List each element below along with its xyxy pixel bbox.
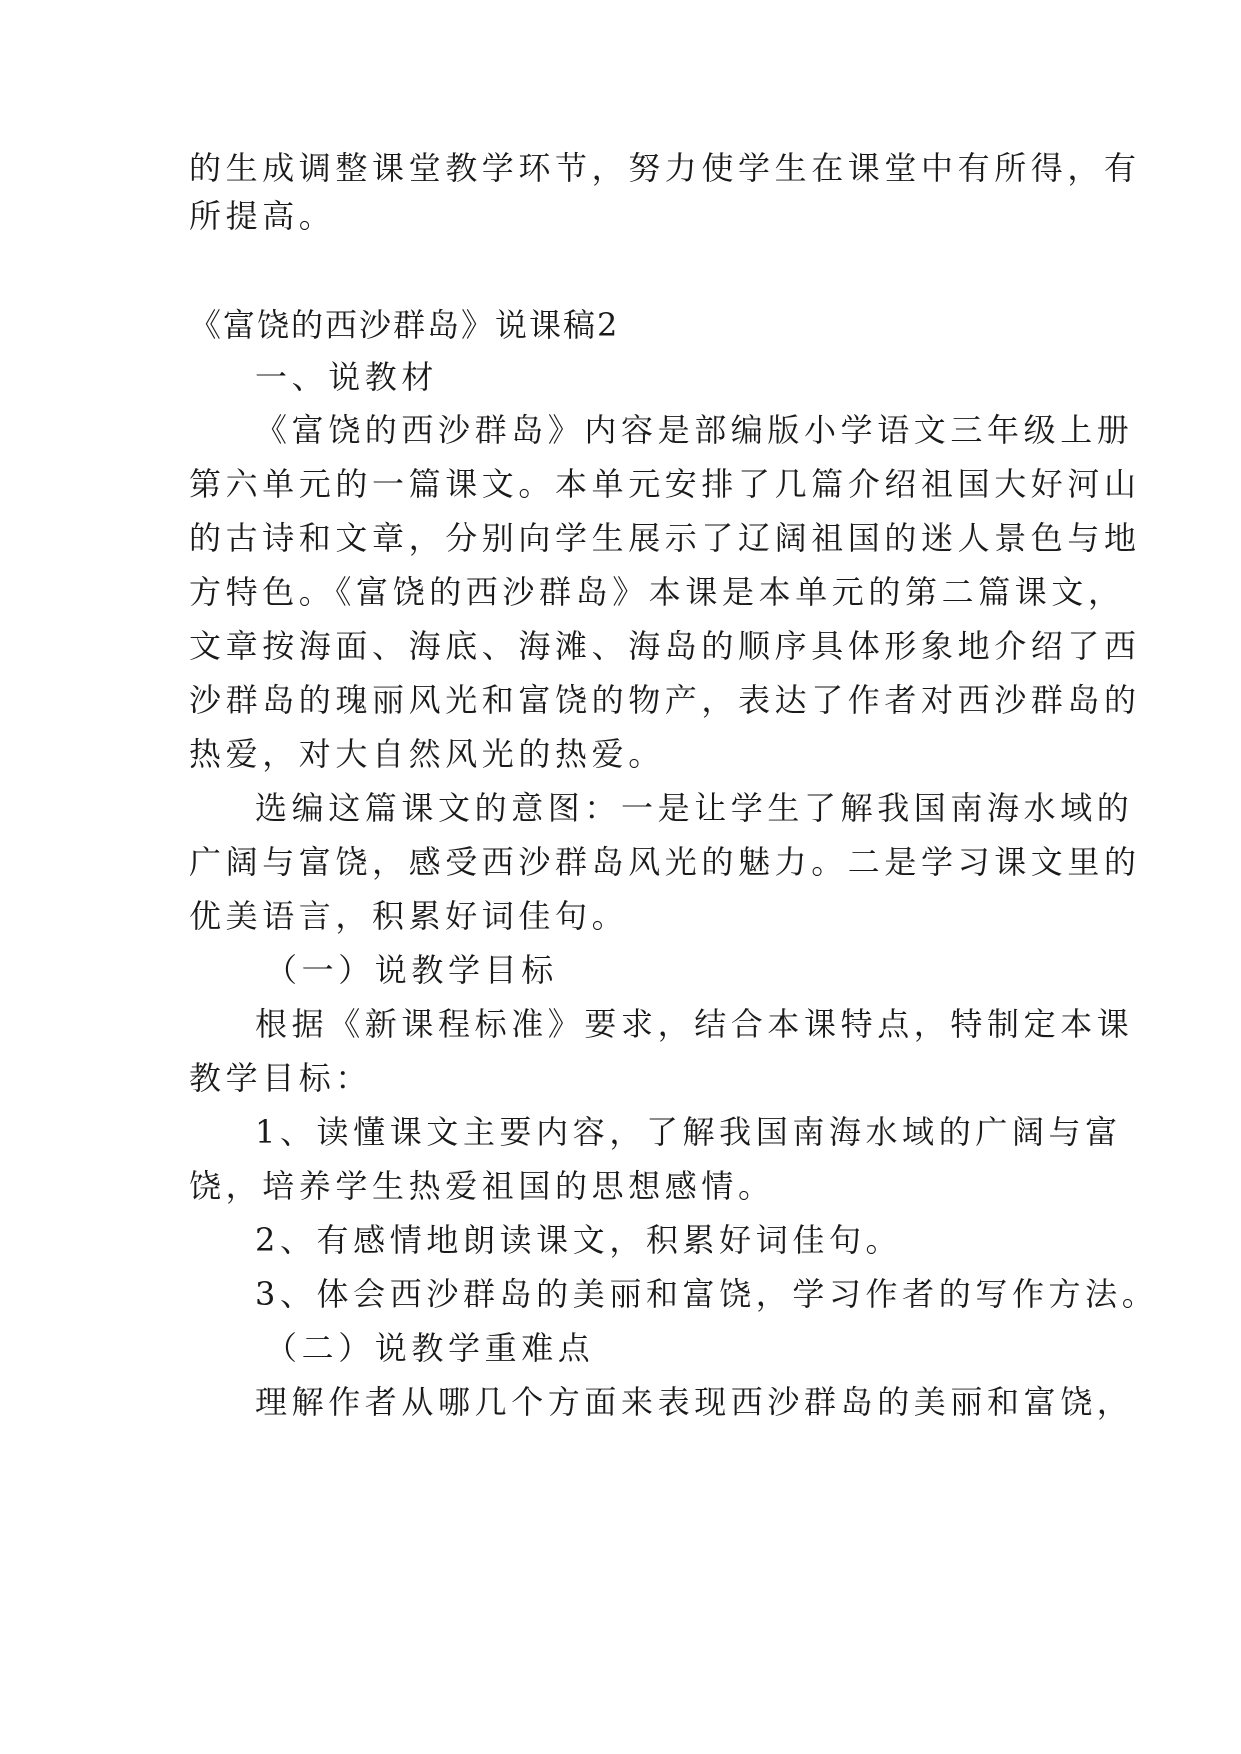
text-line: 优美语言，积累好词佳句。: [189, 897, 629, 935]
text-line: 教学目标：: [189, 1059, 373, 1097]
list-item: 3、体会西沙群岛的美丽和富饶，学习作者的写作方法。: [255, 1275, 1159, 1313]
text-line: 第六单元的一篇课文。本单元安排了几篇介绍祖国大好河山: [189, 465, 1141, 503]
heading: 一、说教材: [255, 358, 439, 396]
list-item: 1、读懂课文主要内容，了解我国南海水域的广阔与富: [255, 1113, 1122, 1151]
heading: （二）说教学重难点: [265, 1329, 595, 1367]
text-line: 的生成调整课堂教学环节，努力使学生在课堂中有所得，有: [189, 149, 1141, 187]
text-line: 理解作者从哪几个方面来表现西沙群岛的美丽和富饶，: [255, 1383, 1134, 1421]
section-title: 《富饶的西沙群岛》说课稿2: [189, 306, 620, 344]
text-line: 热爱，对大自然风光的热爱。: [189, 735, 665, 773]
text-line: 的古诗和文章，分别向学生展示了辽阔祖国的迷人景色与地: [189, 519, 1141, 557]
heading: （一）说教学目标: [265, 951, 558, 989]
text-line: 饶，培养学生热爱祖国的思想感情。: [189, 1167, 775, 1205]
text-line: 所提高。: [189, 197, 336, 235]
text-line: 根据《新课程标准》要求，结合本课特点，特制定本课: [255, 1005, 1134, 1043]
text-line: 《富饶的西沙群岛》内容是部编版小学语文三年级上册: [255, 411, 1134, 449]
text-line: 沙群岛的瑰丽风光和富饶的物产，表达了作者对西沙群岛的: [189, 681, 1141, 719]
text-line: 方特色。《富饶的西沙群岛》本课是本单元的第二篇课文，: [189, 573, 1125, 611]
text-line: 广阔与富饶，感受西沙群岛风光的魅力。二是学习课文里的: [189, 843, 1141, 881]
text-line: 选编这篇课文的意图：一是让学生了解我国南海水域的: [255, 789, 1134, 827]
list-item: 2、有感情地朗读课文，积累好词佳句。: [255, 1221, 903, 1259]
text-line: 文章按海面、海底、海滩、海岛的顺序具体形象地介绍了西: [189, 627, 1141, 665]
